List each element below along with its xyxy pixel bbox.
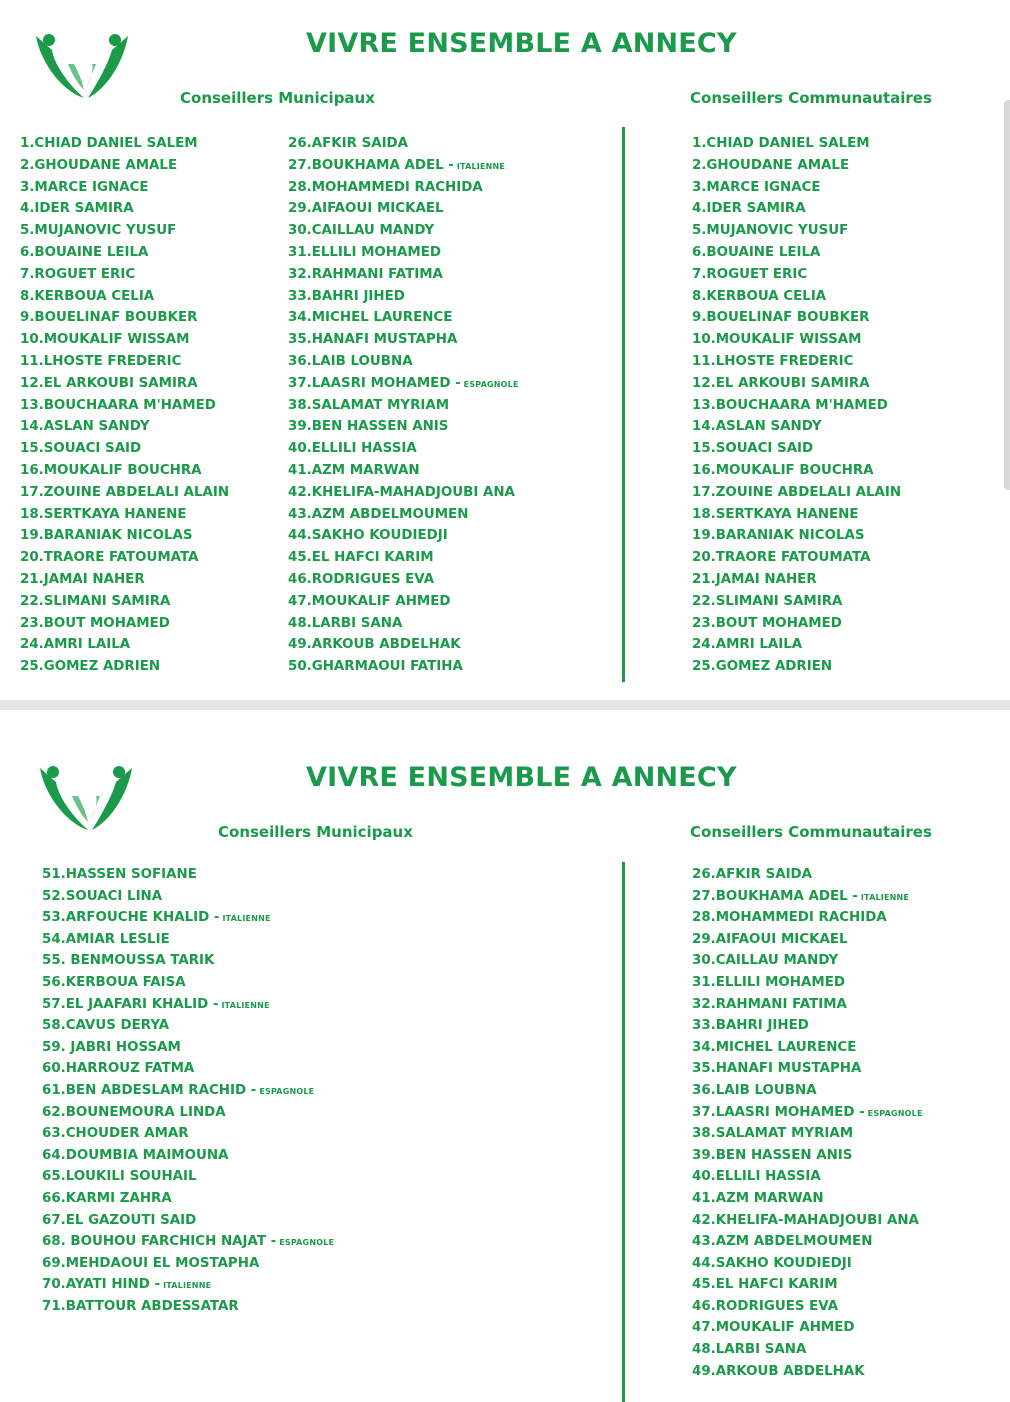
councillor-name: 18.SERTKAYA HANENE (692, 506, 859, 522)
list-item (692, 864, 923, 886)
councillor-name: 59. JABRI HOSSAM (42, 1039, 181, 1055)
list-item (288, 264, 519, 286)
list-item (42, 1274, 334, 1296)
councillor-name: 2.GHOUDANE AMALE (692, 157, 850, 173)
list-item (20, 525, 229, 547)
list-item (288, 286, 519, 308)
list-item (42, 907, 334, 929)
councillor-name: 69.MEHDAOUI EL MOSTAPHA (42, 1255, 260, 1271)
list-item (20, 613, 229, 635)
councillor-name: 7.ROGUET ERIC (20, 266, 136, 282)
councillor-name: 3.MARCE IGNACE (692, 179, 821, 195)
councillor-name: 26.AFKIR SAIDA (288, 136, 409, 151)
list-page-2 (0, 710, 1010, 1400)
list-item (692, 547, 901, 569)
councillor-name: 24.AMRI LAILA (692, 637, 803, 653)
councillor-name: 23.BOUT MOHAMED (20, 615, 170, 631)
councillor-name: 32.RAHMANI FATIMA (692, 996, 847, 1012)
list-item (692, 907, 923, 929)
list-item (20, 656, 229, 678)
councillor-name: 33.BAHRI JIHED (692, 1018, 809, 1034)
list-item (288, 329, 519, 351)
list-item (288, 504, 519, 526)
list-item (692, 1166, 923, 1188)
list-page-1 (0, 0, 1010, 700)
councillor-name: 48.LARBI SANA (288, 615, 403, 631)
councillor-name: 34.MICHEL LAURENCE (288, 310, 453, 326)
councillor-name: 8.KERBOUA CELIA (20, 288, 155, 304)
vivre-ensemble-logo (32, 30, 132, 102)
councillor-name: 36.LAIB LOUBNA (288, 353, 413, 369)
councillor-name: 53.ARFOUCHE KHALID - (42, 910, 220, 926)
list-item (692, 133, 901, 155)
list-item (288, 242, 519, 264)
councillor-name: 49.ARKOUB ABDELHAK (692, 1363, 865, 1379)
councillor-name: 46.RODRIGUES EVA (288, 571, 435, 587)
councillor-name: 49.ARKOUB ABDELHAK (288, 637, 461, 653)
councillor-name: 29.AIFAOUI MICKAEL (692, 931, 848, 947)
list-item (692, 1317, 923, 1339)
councillor-name: 4.IDER SAMIRA (692, 201, 806, 217)
list-item (288, 373, 519, 395)
list-item (42, 972, 334, 994)
councillor-name: 45.EL HAFCI KARIM (288, 550, 434, 566)
councillor-name: 19.BARANIAK NICOLAS (692, 528, 865, 544)
list-item (692, 525, 901, 547)
column-divider (622, 862, 625, 1402)
councillor-name: 18.SERTKAYA HANENE (20, 506, 187, 522)
councillor-name: 16.MOUKALIF BOUCHRA (692, 462, 874, 478)
councillor-name: 2.GHOUDANE AMALE (20, 157, 178, 173)
councillor-name: 20.TRAORE FATOUMATA (692, 550, 871, 566)
list-item (692, 929, 923, 951)
list-item (692, 1296, 923, 1318)
councillor-name: 5.MUJANOVIC YUSUF (692, 223, 849, 239)
nationality-tag: ESPAGNOLE (867, 1108, 923, 1118)
list-item (692, 307, 901, 329)
councillor-name: 65.LOUKILI SOUHAIL (42, 1169, 197, 1185)
councillor-name: 63.CHOUDER AMAR (42, 1126, 189, 1142)
list-item (20, 416, 229, 438)
list-item (42, 1123, 334, 1145)
councillor-name: 15.SOUACI SAID (692, 441, 814, 457)
page-title: VIVRE ENSEMBLE A ANNECY (306, 762, 737, 793)
list-item (692, 1102, 923, 1124)
list-item (20, 198, 229, 220)
councillor-name: 10.MOUKALIF WISSAM (692, 332, 862, 348)
list-item (692, 242, 901, 264)
councillor-name: 17.ZOUINE ABDELALI ALAIN (20, 484, 230, 500)
councillor-name: 13.BOUCHAARA M'HAMED (20, 397, 216, 413)
list-item (692, 395, 901, 417)
councillor-name: 54.AMIAR LESLIE (42, 931, 170, 947)
list-item (42, 1058, 334, 1080)
list-item (692, 1361, 923, 1383)
list-item (692, 613, 901, 635)
councillor-name: 21.JAMAI NAHER (692, 571, 817, 587)
list-item (692, 1080, 923, 1102)
councillor-name: 9.BOUELINAF BOUBKER (20, 310, 198, 326)
councillor-name: 23.BOUT MOHAMED (692, 615, 842, 631)
councillor-name: 41.AZM MARWAN (692, 1190, 824, 1206)
list-item (288, 198, 519, 220)
councillor-name: 50.GHARMAOUI FATIHA (288, 659, 463, 675)
councillor-name: 67.EL GAZOUTI SAID (42, 1212, 197, 1228)
list-item (42, 1102, 334, 1124)
councillor-name: 25.GOMEZ ADRIEN (692, 659, 833, 675)
councillor-name: 35.HANAFI MUSTAPHA (288, 332, 458, 348)
list-item (20, 634, 229, 656)
list-item (692, 1274, 923, 1296)
councillor-name: 27.BOUKHAMA ADEL - (692, 888, 858, 904)
councillor-name: 55. BENMOUSSA TARIK (42, 953, 215, 969)
councillor-name: 56.KERBOUA FAISA (42, 974, 186, 990)
councillor-name: 3.MARCE IGNACE (20, 179, 149, 195)
councillor-name: 24.AMRI LAILA (20, 637, 131, 653)
list-item (692, 351, 901, 373)
list-item (20, 395, 229, 417)
councillor-name: 36.LAIB LOUBNA (692, 1082, 817, 1098)
list-item (288, 525, 519, 547)
councillor-name: 71.BATTOUR ABDESSATAR (42, 1298, 239, 1314)
councillor-name: 22.SLIMANI SAMIRA (20, 593, 171, 609)
councillor-name: 64.DOUMBIA MAIMOUNA (42, 1147, 229, 1163)
list-item (42, 1015, 334, 1037)
heading-communautaires: Conseillers Communautaires (690, 89, 932, 107)
list-item (20, 264, 229, 286)
councillor-name: 34.MICHEL LAURENCE (692, 1039, 857, 1055)
list-item (692, 438, 901, 460)
councillor-name: 28.MOHAMMEDI RACHIDA (288, 179, 483, 195)
councillor-name: 21.JAMAI NAHER (20, 571, 145, 587)
list-item (692, 634, 901, 656)
councillor-name: 4.IDER SAMIRA (20, 201, 134, 217)
list-item (692, 416, 901, 438)
councillor-name: 47.MOUKALIF AHMED (692, 1320, 855, 1336)
list-item (20, 482, 229, 504)
councillor-name: 41.AZM MARWAN (288, 462, 420, 478)
councillor-name: 42.KHELIFA-MAHADJOUBI ANA (288, 484, 515, 500)
heading-communautaires: Conseillers Communautaires (690, 823, 932, 841)
municipal-list-col-2 (288, 133, 519, 678)
list-item (42, 929, 334, 951)
list-item (20, 504, 229, 526)
list-item (42, 1231, 334, 1253)
councillor-name: 40.ELLILI HASSIA (692, 1169, 821, 1185)
councillor-name: 70.AYATI HIND - (42, 1277, 161, 1293)
list-item (692, 1015, 923, 1037)
councillor-name: 45.EL HAFCI KARIM (692, 1277, 838, 1293)
list-item (288, 656, 519, 678)
councillor-name: 31.ELLILI MOHAMED (692, 974, 845, 990)
list-item (692, 1145, 923, 1167)
councillor-name: 6.BOUAINE LEILA (692, 244, 821, 260)
councillor-name: 1.CHIAD DANIEL SALEM (20, 136, 198, 151)
nationality-tag: ITALIENNE (456, 161, 506, 171)
councillor-name: 35.HANAFI MUSTAPHA (692, 1061, 862, 1077)
councillor-name: 44.SAKHO KOUDIEDJI (288, 528, 448, 544)
councillor-name: 28.MOHAMMEDI RACHIDA (692, 910, 887, 926)
list-item (692, 1123, 923, 1145)
list-item (288, 613, 519, 635)
councillor-name: 31.ELLILI MOHAMED (288, 244, 441, 260)
list-item (20, 351, 229, 373)
councillor-name: 30.CAILLAU MANDY (692, 953, 839, 969)
councillor-name: 58.CAVUS DERYA (42, 1018, 170, 1034)
nationality-tag: ITALIENNE (163, 1281, 212, 1291)
councillor-name: 7.ROGUET ERIC (692, 266, 808, 282)
nationality-tag: ESPAGNOLE (259, 1086, 315, 1096)
scrollbar-edge[interactable] (1004, 100, 1010, 490)
list-item (20, 329, 229, 351)
list-item (692, 1037, 923, 1059)
list-item (42, 1145, 334, 1167)
list-item (42, 1166, 334, 1188)
list-item (692, 286, 901, 308)
councillor-name: 51.HASSEN SOFIANE (42, 867, 197, 882)
nationality-tag: ESPAGNOLE (463, 379, 519, 389)
councillor-name: 27.BOUKHAMA ADEL - (288, 157, 454, 173)
list-item (20, 373, 229, 395)
list-item (20, 242, 229, 264)
list-item (20, 438, 229, 460)
list-item (692, 1231, 923, 1253)
list-item (20, 307, 229, 329)
list-item (288, 460, 519, 482)
list-item (288, 482, 519, 504)
councillor-name: 33.BAHRI JIHED (288, 288, 405, 304)
list-item (42, 1037, 334, 1059)
councillor-name: 37.LAASRI MOHAMED - (288, 375, 461, 391)
heading-municipaux: Conseillers Municipaux (180, 89, 375, 107)
list-item (20, 569, 229, 591)
councillor-name: 46.RODRIGUES EVA (692, 1298, 839, 1314)
councillor-name: 9.BOUELINAF BOUBKER (692, 310, 870, 326)
list-item (692, 264, 901, 286)
councillor-name: 19.BARANIAK NICOLAS (20, 528, 193, 544)
list-item (20, 133, 229, 155)
list-item (42, 886, 334, 908)
councillor-name: 40.ELLILI HASSIA (288, 441, 417, 457)
list-item (20, 286, 229, 308)
councillor-name: 37.LAASRI MOHAMED - (692, 1104, 865, 1120)
municipal-list-col-1 (42, 864, 334, 1317)
councillor-name: 13.BOUCHAARA M'HAMED (692, 397, 888, 413)
councillor-name: 42.KHELIFA-MAHADJOUBI ANA (692, 1212, 919, 1228)
councillor-name: 52.SOUACI LINA (42, 888, 163, 904)
municipal-list-col-1 (20, 133, 229, 678)
list-item (692, 569, 901, 591)
list-item (42, 1080, 334, 1102)
councillor-name: 32.RAHMANI FATIMA (288, 266, 443, 282)
councillor-name: 16.MOUKALIF BOUCHRA (20, 462, 202, 478)
list-item (288, 177, 519, 199)
list-item (692, 1058, 923, 1080)
nationality-tag: ESPAGNOLE (279, 1238, 335, 1248)
vivre-ensemble-logo (36, 762, 136, 834)
list-item (20, 155, 229, 177)
list-item (42, 1253, 334, 1275)
list-item (692, 504, 901, 526)
list-item (288, 569, 519, 591)
councillor-name: 62.BOUNEMOURA LINDA (42, 1104, 226, 1120)
councillor-name: 1.CHIAD DANIEL SALEM (692, 136, 870, 151)
list-item (692, 1253, 923, 1275)
list-item (20, 177, 229, 199)
councillor-name: 39.BEN HASSEN ANIS (692, 1147, 853, 1163)
page-separator (0, 700, 1010, 710)
councillor-name: 11.LHOSTE FREDERIC (20, 353, 182, 369)
councillor-name: 39.BEN HASSEN ANIS (288, 419, 449, 435)
list-item (288, 438, 519, 460)
list-item (692, 373, 901, 395)
list-item (692, 972, 923, 994)
list-item (288, 351, 519, 373)
list-item (692, 460, 901, 482)
list-item (692, 886, 923, 908)
list-item (288, 591, 519, 613)
list-item (692, 656, 901, 678)
councillor-name: 20.TRAORE FATOUMATA (20, 550, 199, 566)
councillor-name: 15.SOUACI SAID (20, 441, 142, 457)
councillor-name: 8.KERBOUA CELIA (692, 288, 827, 304)
councillor-name: 44.SAKHO KOUDIEDJI (692, 1255, 852, 1271)
councillor-name: 68. BOUHOU FARCHICH NAJAT - (42, 1234, 277, 1250)
heading-municipaux: Conseillers Municipaux (218, 823, 413, 841)
list-item (288, 395, 519, 417)
nationality-tag: ITALIENNE (860, 892, 910, 902)
list-item (288, 547, 519, 569)
list-item (288, 634, 519, 656)
list-item (20, 591, 229, 613)
list-item (42, 1210, 334, 1232)
list-item (20, 220, 229, 242)
list-item (288, 416, 519, 438)
list-item (692, 950, 923, 972)
councillor-name: 12.EL ARKOUBI SAMIRA (692, 375, 870, 391)
councillor-name: 17.ZOUINE ABDELALI ALAIN (692, 484, 902, 500)
list-item (288, 220, 519, 242)
list-item (20, 460, 229, 482)
list-item (692, 220, 901, 242)
list-item (692, 1188, 923, 1210)
councillor-name: 38.SALAMAT MYRIAM (288, 397, 450, 413)
councillor-name: 5.MUJANOVIC YUSUF (20, 223, 177, 239)
list-item (692, 177, 901, 199)
councillor-name: 38.SALAMAT MYRIAM (692, 1126, 854, 1142)
councillor-name: 14.ASLAN SANDY (692, 419, 822, 435)
list-item (42, 950, 334, 972)
councillor-name: 12.EL ARKOUBI SAMIRA (20, 375, 198, 391)
list-item (692, 482, 901, 504)
councillor-name: 43.AZM ABDELMOUMEN (288, 506, 469, 522)
councillor-name: 60.HARROUZ FATMA (42, 1061, 195, 1077)
councillor-name: 43.AZM ABDELMOUMEN (692, 1234, 873, 1250)
councillor-name: 29.AIFAOUI MICKAEL (288, 201, 444, 217)
list-item (692, 155, 901, 177)
list-item (288, 133, 519, 155)
councillor-name: 6.BOUAINE LEILA (20, 244, 149, 260)
list-item (42, 1296, 334, 1318)
communautaire-list (692, 864, 923, 1382)
list-item (288, 155, 519, 177)
communautaire-list (692, 133, 901, 678)
nationality-tag: ITALIENNE (221, 1000, 270, 1010)
page-title: VIVRE ENSEMBLE A ANNECY (306, 28, 737, 59)
councillor-name: 25.GOMEZ ADRIEN (20, 659, 161, 675)
list-item (42, 994, 334, 1016)
list-item (42, 1188, 334, 1210)
councillor-name: 57.EL JAAFARI KHALID - (42, 996, 219, 1012)
list-item (692, 1210, 923, 1232)
list-item (692, 1339, 923, 1361)
list-item (692, 329, 901, 351)
councillor-name: 14.ASLAN SANDY (20, 419, 150, 435)
councillor-name: 26.AFKIR SAIDA (692, 867, 813, 882)
list-item (288, 307, 519, 329)
list-item (692, 994, 923, 1016)
list-item (42, 864, 334, 886)
councillor-name: 10.MOUKALIF WISSAM (20, 332, 190, 348)
nationality-tag: ITALIENNE (222, 914, 271, 924)
councillor-name: 61.BEN ABDESLAM RACHID - (42, 1082, 257, 1098)
column-divider (622, 127, 625, 682)
list-item (20, 547, 229, 569)
councillor-name: 30.CAILLAU MANDY (288, 223, 435, 239)
list-item (692, 591, 901, 613)
councillor-name: 48.LARBI SANA (692, 1342, 807, 1358)
councillor-name: 66.KARMI ZAHRA (42, 1190, 172, 1206)
councillor-name: 11.LHOSTE FREDERIC (692, 353, 854, 369)
list-item (692, 198, 901, 220)
councillor-name: 47.MOUKALIF AHMED (288, 593, 451, 609)
councillor-name: 22.SLIMANI SAMIRA (692, 593, 843, 609)
